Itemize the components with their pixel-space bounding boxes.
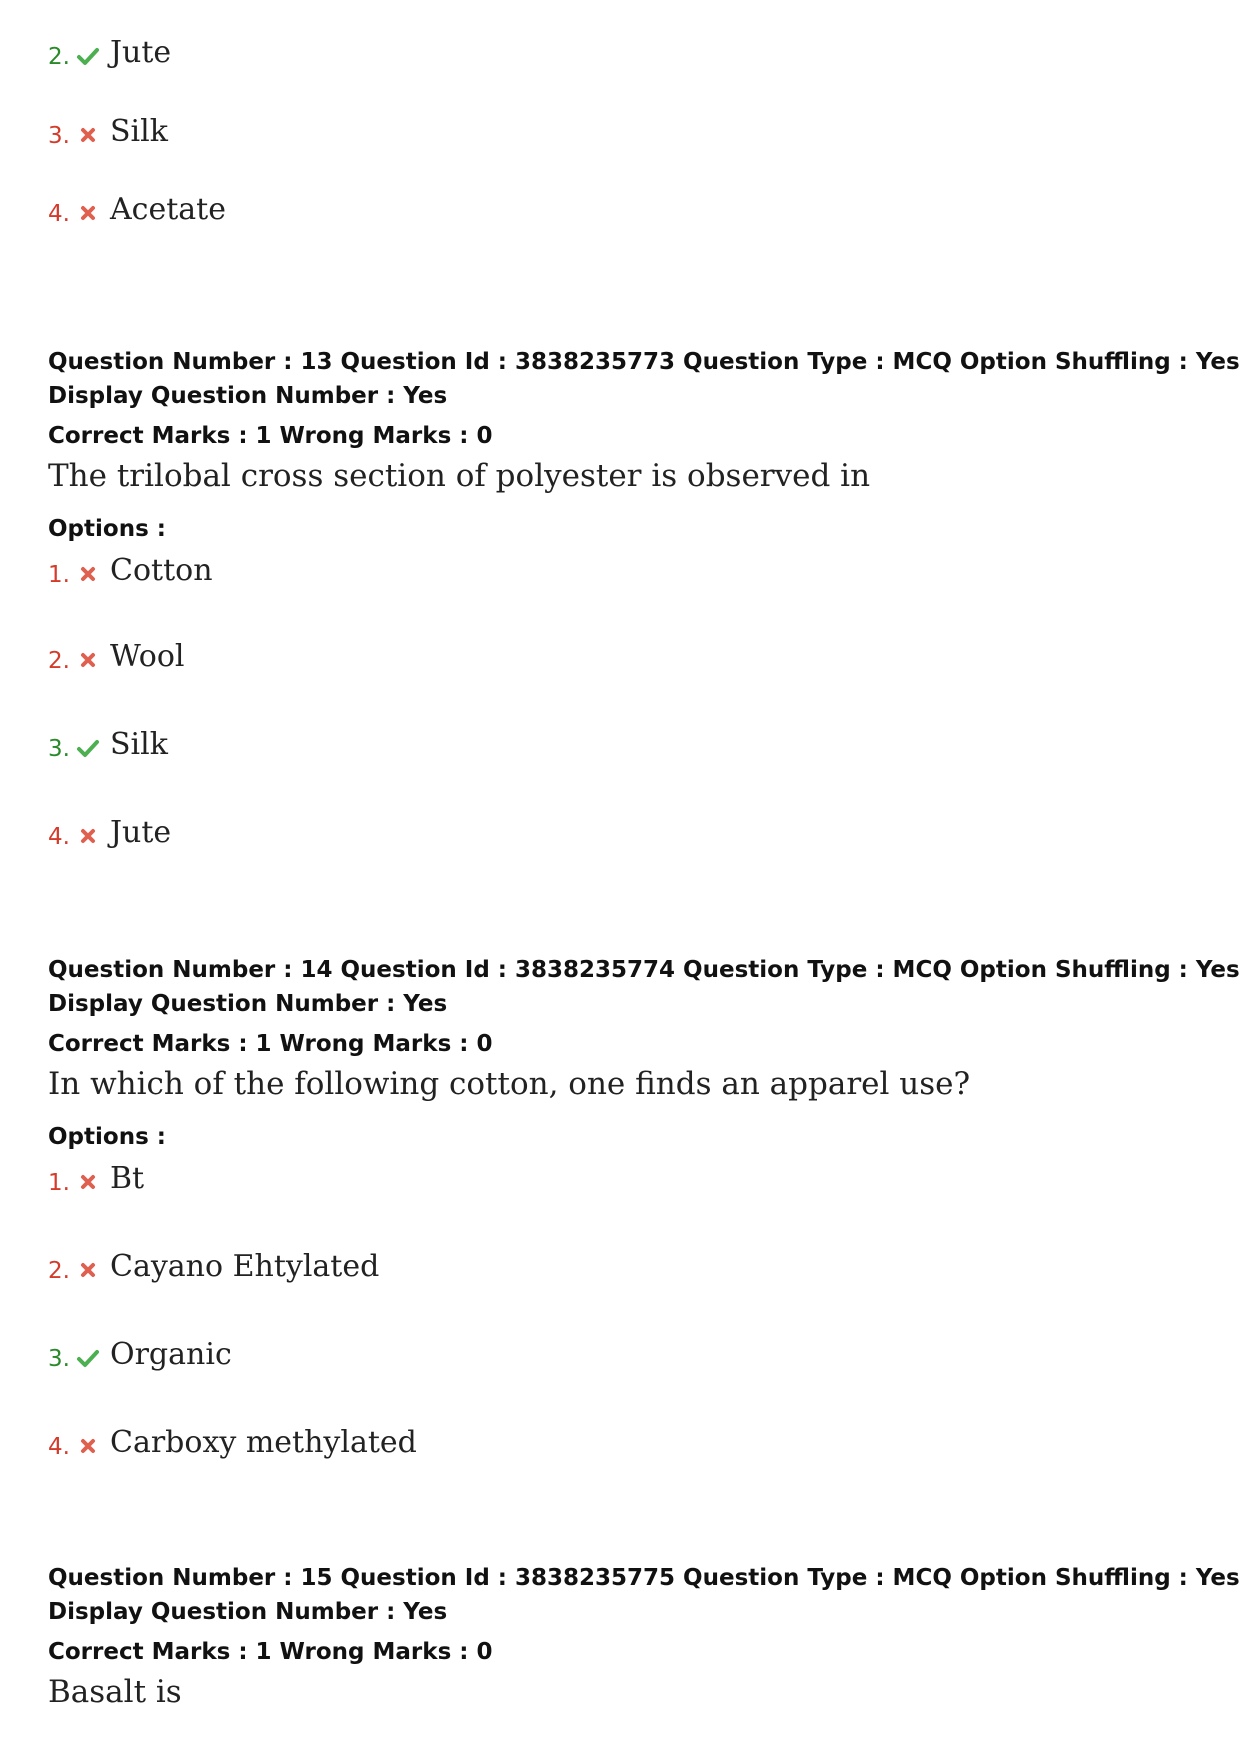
display-question-number: Display Question Number : Yes (48, 383, 448, 409)
option-number: 3. (48, 1346, 70, 1372)
option-text: Acetate (110, 192, 226, 227)
option-number: 4. (48, 1434, 70, 1460)
option-number: 2. (48, 1258, 70, 1284)
option-number: 2. (48, 44, 70, 70)
option-text: Jute (110, 815, 172, 850)
marks-info: Correct Marks : 1 Wrong Marks : 0 (48, 1639, 493, 1665)
option-text: Bt (110, 1161, 145, 1196)
check-icon (76, 44, 100, 68)
option-text: Organic (110, 1337, 232, 1372)
options-label: Options : (48, 1124, 166, 1150)
option-number: 4. (48, 201, 70, 227)
options-label: Options : (48, 516, 166, 542)
cross-icon (76, 1434, 100, 1458)
check-icon (76, 1346, 100, 1370)
option-number: 2. (48, 648, 70, 674)
cross-icon (76, 201, 100, 225)
question-text: The trilobal cross section of polyester is observed in (48, 458, 871, 494)
option-text: Wool (110, 639, 185, 674)
option-text: Cayano Ehtylated (110, 1249, 380, 1284)
marks-info: Correct Marks : 1 Wrong Marks : 0 (48, 423, 493, 449)
question-text: In which of the following cotton, one finds an apparel use? (48, 1066, 971, 1102)
check-icon (76, 736, 100, 760)
cross-icon (76, 648, 100, 672)
option-text: Jute (110, 35, 172, 70)
option-number: 1. (48, 1170, 70, 1196)
question-text: Basalt is (48, 1674, 182, 1710)
display-question-number: Display Question Number : Yes (48, 1599, 448, 1625)
marks-info: Correct Marks : 1 Wrong Marks : 0 (48, 1031, 493, 1057)
cross-icon (76, 1170, 100, 1194)
option-text: Carboxy methylated (110, 1425, 417, 1460)
cross-icon (76, 123, 100, 147)
question-header: Question Number : 15 Question Id : 3838235775 Question Type : MCQ Option Shuffling : Yes (48, 1565, 1240, 1591)
option-number: 4. (48, 824, 70, 850)
question-header: Question Number : 13 Question Id : 3838235773 Question Type : MCQ Option Shuffling : Yes (48, 349, 1240, 375)
display-question-number: Display Question Number : Yes (48, 991, 448, 1017)
cross-icon (76, 562, 100, 586)
option-text: Silk (110, 727, 168, 762)
option-text: Cotton (110, 553, 213, 588)
option-number: 1. (48, 562, 70, 588)
option-number: 3. (48, 736, 70, 762)
cross-icon (76, 1258, 100, 1282)
option-text: Silk (110, 114, 168, 149)
cross-icon (76, 824, 100, 848)
question-header: Question Number : 14 Question Id : 3838235774 Question Type : MCQ Option Shuffling : Yes (48, 957, 1240, 983)
option-number: 3. (48, 123, 70, 149)
